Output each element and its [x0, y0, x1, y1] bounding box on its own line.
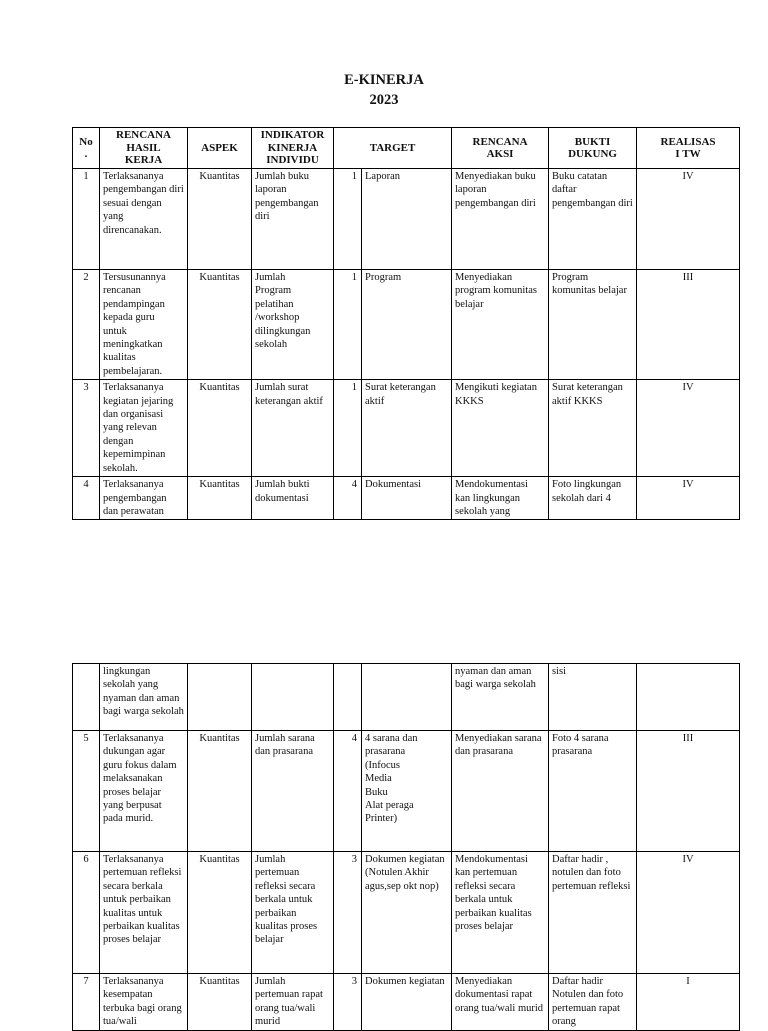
cell-bukti-dukung: Daftar hadir Notulen dan foto pertemuan rapat orang	[549, 974, 637, 1031]
cell-rencana-aksi: Mengikuti kegiatan KKKS	[452, 380, 549, 477]
cell-bukti-dukung: sisi	[549, 664, 637, 731]
cell-rencana-aksi: Menyediakan buku laporan pengembangan diri	[452, 169, 549, 270]
cell-no: 5	[73, 731, 100, 852]
document-year: 2023	[369, 92, 399, 108]
cell-rencana-aksi: Menyediakan sarana dan prasarana	[452, 731, 549, 852]
table-row	[73, 664, 740, 731]
cell-realisasi-tw	[637, 664, 740, 731]
cell-realisasi-tw: IV	[637, 477, 740, 520]
cell-realisasi-tw: I	[637, 974, 740, 1031]
cell-target-satuan	[362, 664, 452, 731]
cell-rencana-aksi: Mendokumentasi kan pertemuan refleksi secara berkala untuk perbaikan kualitas proses belajar	[452, 852, 549, 974]
cell-target-jumlah: 1	[334, 270, 362, 380]
cell-rencana-hasil-kerja: Terlaksananya pengembangan diri sesuai dengan yang direncanakan.	[100, 169, 188, 270]
table-body-page-1	[73, 169, 740, 520]
col-header-realisasi-tw: REALISAS I TW	[637, 128, 740, 169]
cell-aspek: Kuantitas	[188, 852, 252, 974]
cell-bukti-dukung: Program komunitas belajar	[549, 270, 637, 380]
cell-no: 1	[73, 169, 100, 270]
cell-target-jumlah	[334, 664, 362, 731]
cell-aspek: Kuantitas	[188, 169, 252, 270]
table-row	[73, 731, 740, 852]
cell-aspek: Kuantitas	[188, 270, 252, 380]
cell-no: 4	[73, 477, 100, 520]
cell-indikator: Jumlah buku laporan pengembangan diri	[252, 169, 334, 270]
cell-rencana-hasil-kerja: Terlaksananya pertemuan refleksi secara berkala untuk perbaikan kualitas untuk perbaikan kualitas proses belajar	[100, 852, 188, 974]
cell-target-jumlah: 4	[334, 477, 362, 520]
cell-bukti-dukung: Surat keterangan aktif KKKS	[549, 380, 637, 477]
table-body-page-2	[73, 664, 740, 1031]
kinerja-table-page-2	[72, 663, 740, 1031]
cell-no: 3	[73, 380, 100, 477]
cell-no: 6	[73, 852, 100, 974]
cell-target-jumlah: 3	[334, 974, 362, 1031]
cell-no: 7	[73, 974, 100, 1031]
cell-bukti-dukung: Daftar hadir , notulen dan foto pertemuan refleksi	[549, 852, 637, 974]
table-row	[73, 380, 740, 477]
cell-indikator: Jumlah pertemuan refleksi secara berkala untuk perbaikan kualitas proses belajar	[252, 852, 334, 974]
table-row	[73, 169, 740, 270]
cell-indikator: Jumlah pertemuan rapat orang tua/wali murid	[252, 974, 334, 1031]
cell-indikator: Jumlah surat keterangan aktif	[252, 380, 334, 477]
col-header-no: No .	[73, 128, 100, 169]
cell-bukti-dukung: Foto lingkungan sekolah dari 4	[549, 477, 637, 520]
table-row	[73, 477, 740, 520]
cell-target-jumlah: 1	[334, 169, 362, 270]
cell-indikator: Jumlah sarana dan prasarana	[252, 731, 334, 852]
cell-realisasi-tw: IV	[637, 169, 740, 270]
cell-no	[73, 664, 100, 731]
col-header-aspek: ASPEK	[188, 128, 252, 169]
cell-target-jumlah: 4	[334, 731, 362, 852]
cell-rencana-aksi: Mendokumentasi kan lingkungan sekolah yang	[452, 477, 549, 520]
col-header-bukti-dukung: BUKTI DUKUNG	[549, 128, 637, 169]
cell-no: 2	[73, 270, 100, 380]
cell-rencana-hasil-kerja: Tersusunannya rencanan pendampingan kepada guru untuk meningkatkan kualitas pembelajaran.	[100, 270, 188, 380]
cell-aspek: Kuantitas	[188, 477, 252, 520]
cell-aspek: Kuantitas	[188, 974, 252, 1031]
cell-bukti-dukung: Buku catatan daftar pengembangan diri	[549, 169, 637, 270]
cell-target-satuan: Dokumen kegiatan (Notulen Akhir agus,sep okt nop)	[362, 852, 452, 974]
cell-indikator: Jumlah Program pelatihan /workshop dilingkungan sekolah	[252, 270, 334, 380]
cell-realisasi-tw: III	[637, 731, 740, 852]
cell-rencana-hasil-kerja: Terlaksananya kegiatan jejaring dan organisasi yang relevan dengan kepemimpinan sekolah.	[100, 380, 188, 477]
col-header-indikator: INDIKATOR KINERJA INDIVIDU	[252, 128, 334, 169]
cell-target-satuan: Surat keterangan aktif	[362, 380, 452, 477]
cell-target-jumlah: 1	[334, 380, 362, 477]
cell-target-satuan: 4 sarana dan prasarana (Infocus Media Buku Alat peraga Printer)	[362, 731, 452, 852]
cell-aspek	[188, 664, 252, 731]
cell-target-satuan: Dokumentasi	[362, 477, 452, 520]
cell-rencana-hasil-kerja: Terlaksananya pengembangan dan perawatan	[100, 477, 188, 520]
document-title: E-KINERJA	[344, 72, 424, 88]
table-row	[73, 270, 740, 380]
cell-rencana-hasil-kerja: lingkungan sekolah yang nyaman dan aman bagi warga sekolah	[100, 664, 188, 731]
cell-target-satuan: Program	[362, 270, 452, 380]
kinerja-table-page-1	[72, 127, 740, 520]
cell-realisasi-tw: IV	[637, 852, 740, 974]
cell-target-satuan: Dokumen kegiatan	[362, 974, 452, 1031]
col-header-rencana-aksi: RENCANA AKSI	[452, 128, 549, 169]
cell-rencana-aksi: Menyediakan dokumentasi rapat orang tua/wali murid	[452, 974, 549, 1031]
cell-target-jumlah: 3	[334, 852, 362, 974]
cell-bukti-dukung: Foto 4 sarana prasarana	[549, 731, 637, 852]
col-header-rencana-hasil-kerja: RENCANA HASIL KERJA	[100, 128, 188, 169]
cell-indikator	[252, 664, 334, 731]
cell-aspek: Kuantitas	[188, 731, 252, 852]
cell-rencana-hasil-kerja: Terlaksananya dukungan agar guru fokus dalam melaksanakan proses belajar yang berpusat pada murid.	[100, 731, 188, 852]
table-row	[73, 852, 740, 974]
table-row	[73, 974, 740, 1031]
col-header-target: TARGET	[334, 128, 452, 169]
cell-indikator: Jumlah bukti dokumentasi	[252, 477, 334, 520]
cell-realisasi-tw: IV	[637, 380, 740, 477]
cell-aspek: Kuantitas	[188, 380, 252, 477]
cell-realisasi-tw: III	[637, 270, 740, 380]
cell-target-satuan: Laporan	[362, 169, 452, 270]
cell-rencana-aksi: Menyediakan program komunitas belajar	[452, 270, 549, 380]
cell-rencana-aksi: nyaman dan aman bagi warga sekolah	[452, 664, 549, 731]
cell-rencana-hasil-kerja: Terlaksananya kesempatan terbuka bagi orang tua/wali	[100, 974, 188, 1031]
